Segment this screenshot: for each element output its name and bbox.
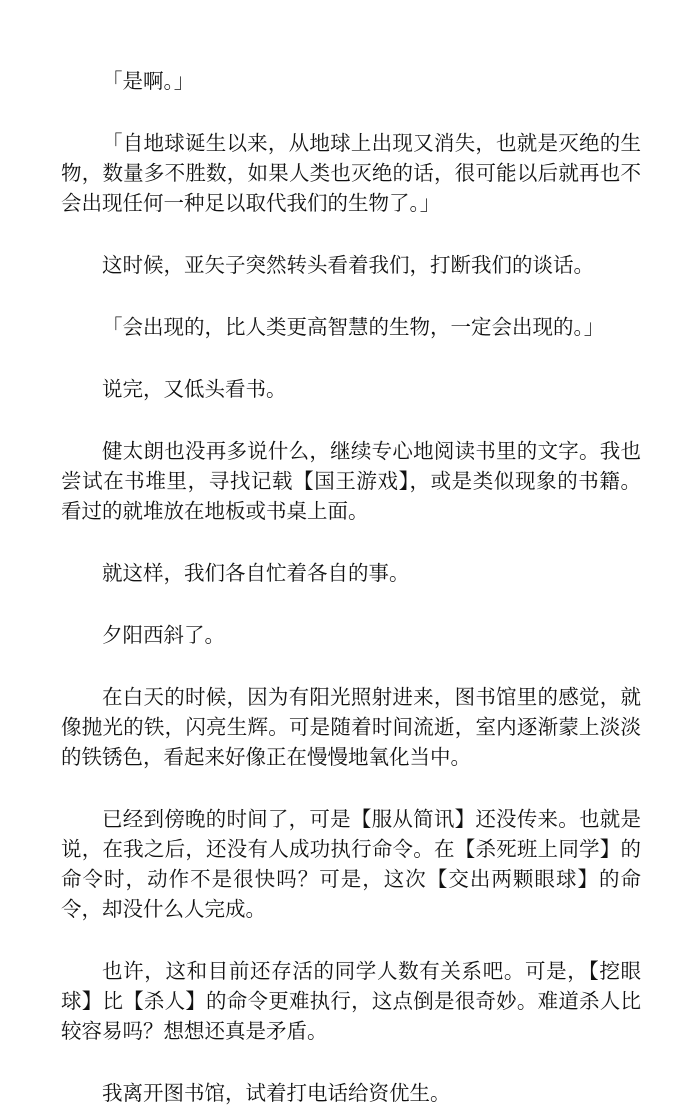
page-body [61,66,641,1108]
paragraph-9: 在白天的时候，因为有阳光照射进来，图书馆里的感觉，就像抛光的铁，闪亮生辉。可是随着时间流逝，室内逐渐蒙上淡淡的铁锈色，看起来好像正在慢慢地氧化当中。 [61,685,641,769]
paragraph-12: 我离开图书馆，试着打电话给资优生。 [102,1081,451,1105]
paragraph-4: 「会出现的，比人类更高智慧的生物，一定会出现的。」 [102,315,605,339]
paragraph-10: 已经到傍晚的时间了，可是【服从简讯】还没传来。也就是说，在我之后，还没有人成功执行命令。在【杀死班上同学】的命令时，动作不是很快吗？可是，这次【交出两颗眼球】的命令，却没什么人完成。 [61,807,641,921]
paragraph-6: 健太朗也没再多说什么，继续专心地阅读书里的文字。我也尝试在书堆里，寻找记载【国王游戏】，或是类似现象的书籍。看过的就堆放在地板或书桌上面。 [61,439,641,523]
paragraph-8: 夕阳西斜了。 [102,623,225,647]
paragraph-11: 也许，这和目前还存活的同学人数有关系吧。可是，【挖眼球】比【杀人】的命令更难执行，这点倒是很奇妙。难道杀人比较容易吗？想想还真是矛盾。 [61,959,641,1043]
paragraph-7: 就这样，我们各自忙着各自的事。 [102,561,410,585]
paragraph-2: 「自地球诞生以来，从地球上出现又消失，也就是灭绝的生物，数量多不胜数，如果人类也灭绝的话，很可能以后就再也不会出现任何一种足以取代我们的生物了。」 [61,131,641,215]
paragraph-1: 「是啊。」 [102,69,195,93]
paragraph-3: 这时候，亚矢子突然转头看着我们，打断我们的谈话。 [102,253,594,277]
paragraph-5: 说完，又低头看书。 [102,377,287,401]
